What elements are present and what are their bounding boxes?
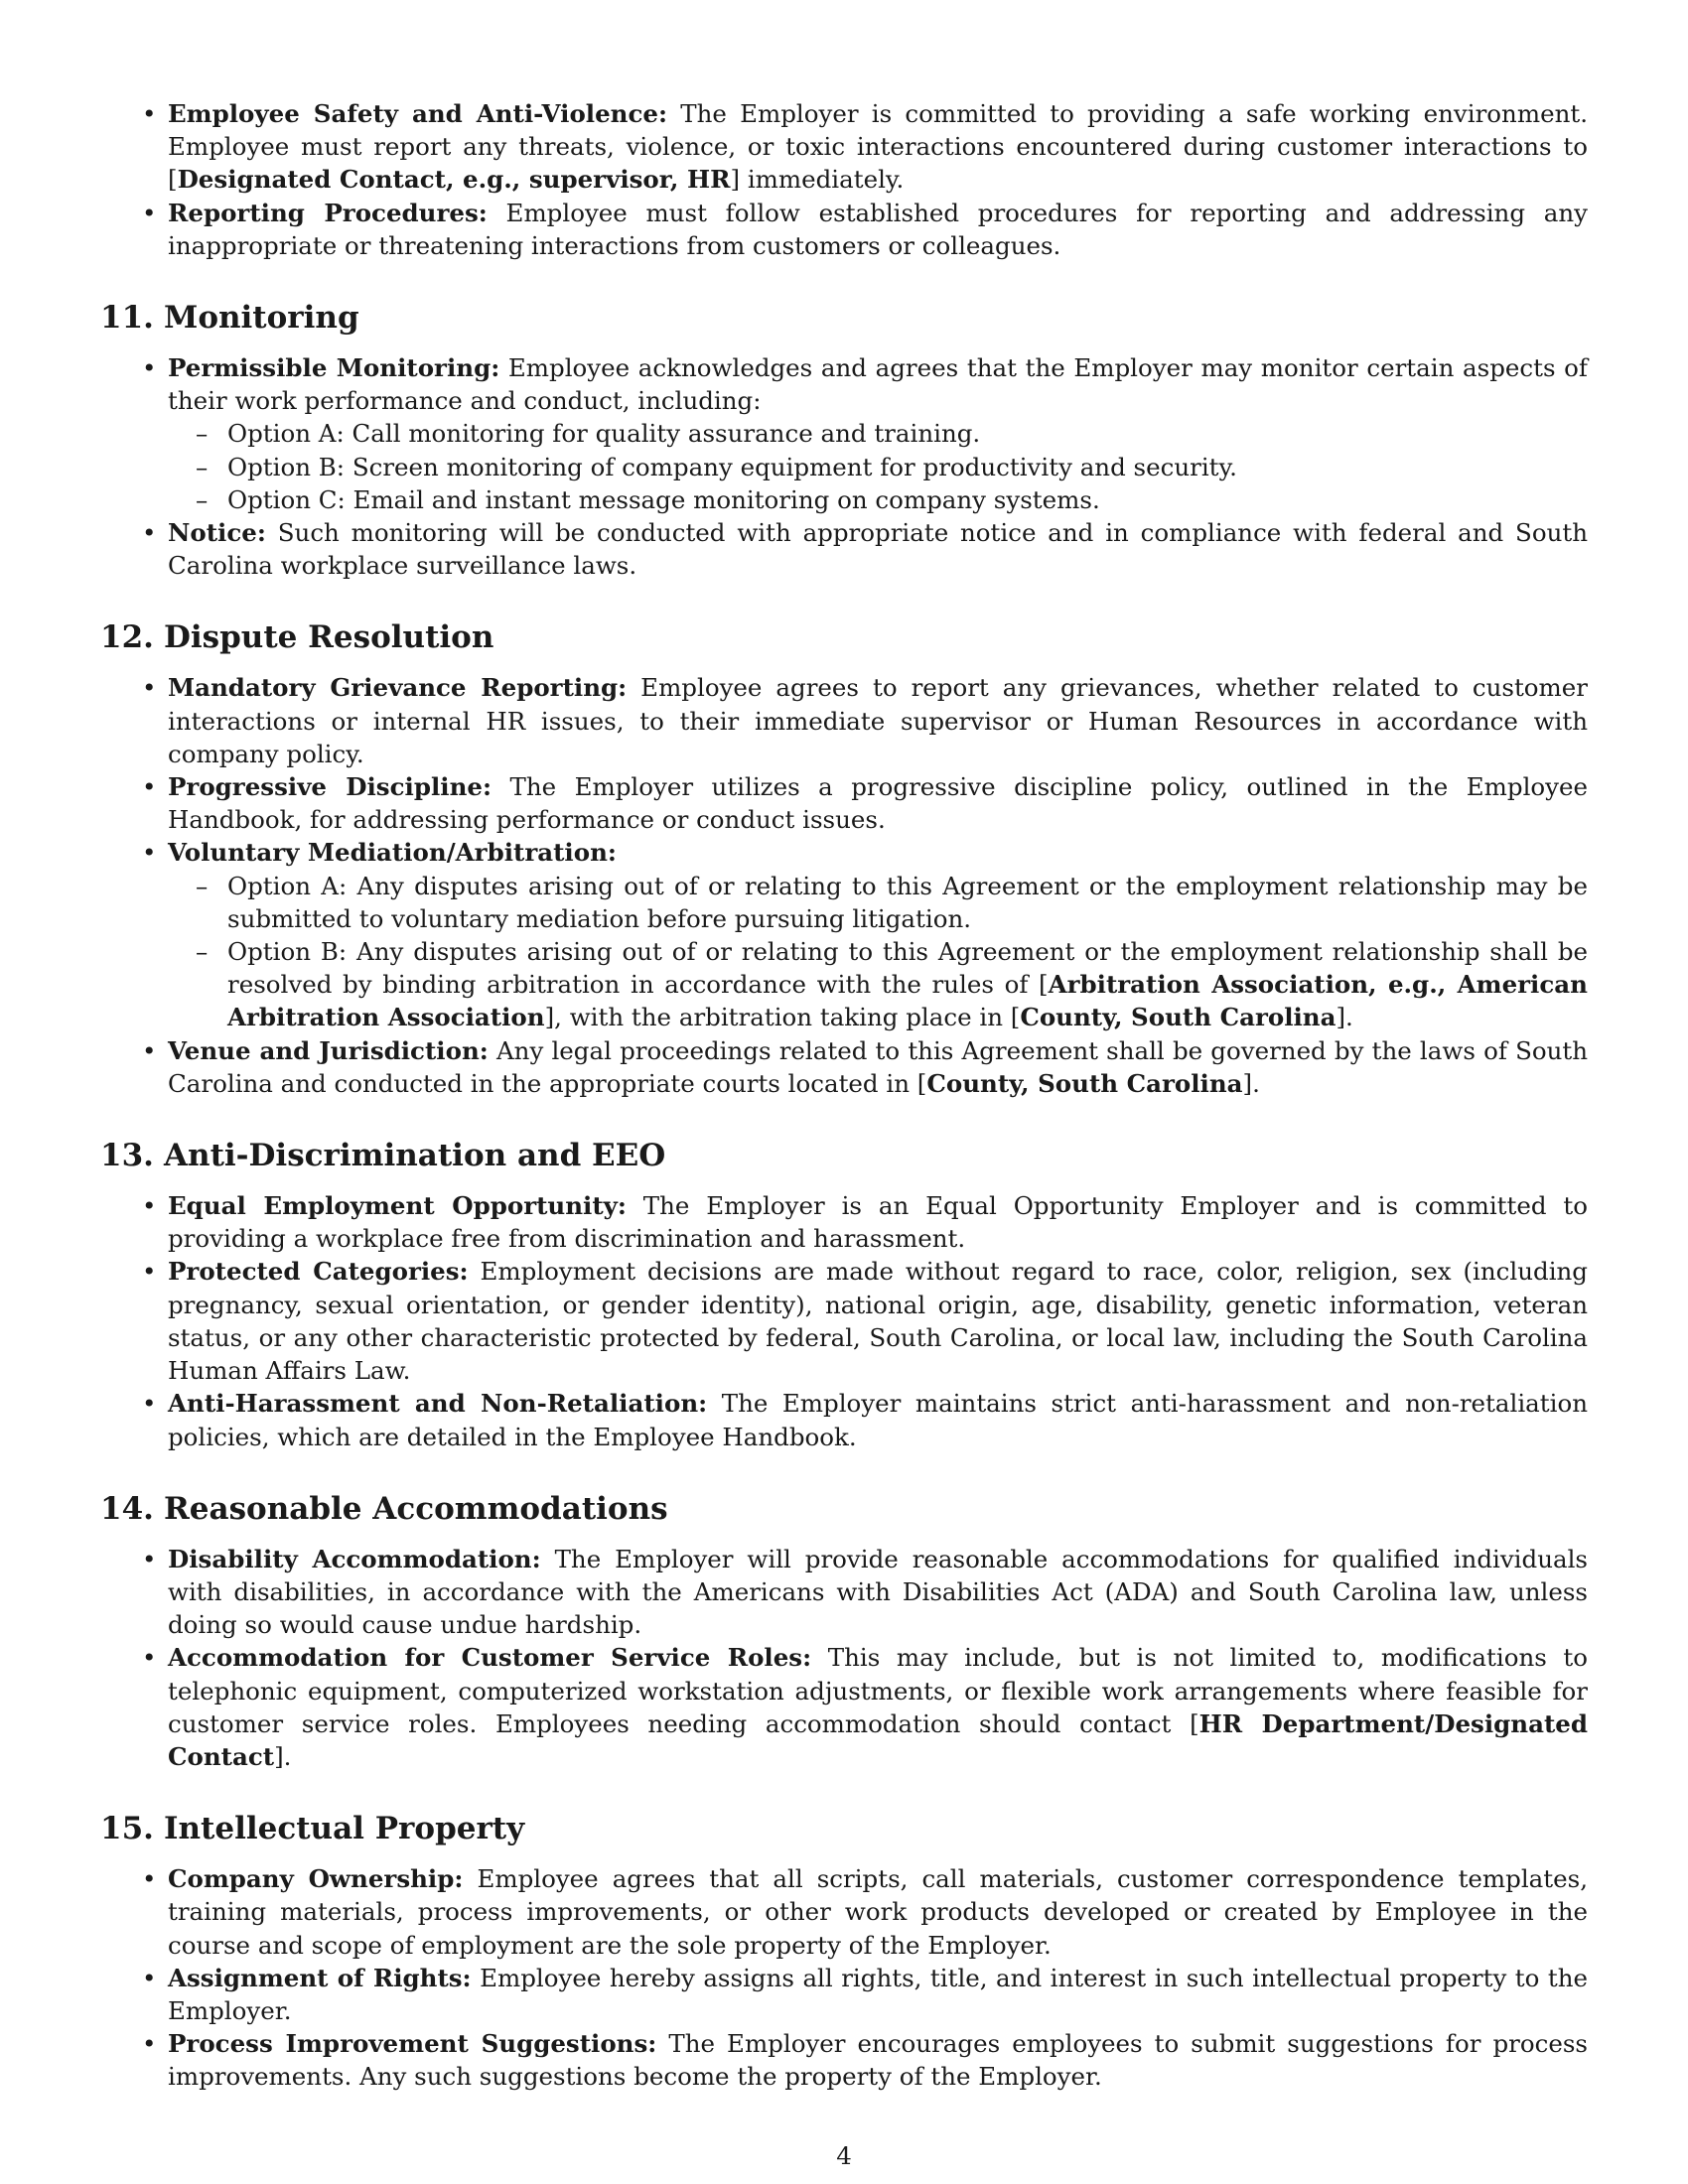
item-label: Venue and Jurisdiction: <box>168 1035 489 1065</box>
item-label: Permissible Monitoring: <box>168 353 500 383</box>
item-label: Employee Safety and Anti-Violence: <box>168 99 668 128</box>
item-text: The Employer is committed to providing a safe working environment. Employee must report any threats, violence, or toxic interactions encountered during customer interactions to [ <box>168 99 1588 195</box>
section-list <box>168 1862 1588 2093</box>
section-heading <box>100 1136 1520 1175</box>
section-title: Anti-Discrimination and EEO <box>164 1138 666 1174</box>
item-text: ] immediately. <box>730 165 905 195</box>
option-item: – Option B: Screen monitoring of company equipment for productivity and security. <box>227 451 1588 483</box>
intro-list <box>168 97 1588 262</box>
item-label: Disability Accommodation: <box>168 1544 541 1573</box>
section-number: 12. <box>100 619 154 656</box>
list-item <box>168 1862 1588 1962</box>
item-text: The Employer utilizes a progressive discipline policy, outlined in the Employee Handbook, for addressing performance or conduct issues. <box>168 772 1588 835</box>
placeholder-text: County, South Carolina <box>1020 1003 1336 1032</box>
item-text: The Employer encourages employees to submit suggestions for process improvements. Any such suggestions become the property of the Employer. <box>168 2029 1588 2092</box>
section-list <box>168 1543 1588 1773</box>
item-text: ], with the arbitration taking place in [ <box>544 1003 1021 1032</box>
option-item <box>227 935 1588 1034</box>
item-text: This may include, but is not limited to, modifications to telephonic equipment, computerized workstation adjustments, or flexible work arrangements where feasible for customer service roles. Employees needing accommodation should contact [ <box>168 1643 1588 1738</box>
list-item <box>168 1034 1588 1100</box>
list-item <box>168 1189 1588 1255</box>
item-text: ]. <box>1336 1003 1353 1032</box>
item-text: The Employer is an Equal Opportunity Employer and is committed to providing a workplace free from discrimination and harassment. <box>168 1191 1588 1254</box>
list-item <box>168 516 1588 582</box>
placeholder-text: Arbitration Association, e.g., American Arbitration Association <box>227 970 1588 1032</box>
option-item: – Option A: Any disputes arising out of or relating to this Agreement or the employment relationship may be submitted to voluntary mediation before pursuing litigation. <box>227 870 1588 935</box>
section-number: 14. <box>100 1490 154 1527</box>
list-item <box>168 836 1588 1033</box>
section-list <box>168 1189 1588 1453</box>
placeholder-text: County, South Carolina <box>926 1068 1243 1098</box>
section-number: 15. <box>100 1811 154 1847</box>
list-item <box>168 671 1588 770</box>
item-text: Option B: Any disputes arising out of or relating to this Agreement or the employment relationship shall be resolved by binding arbitration in accordance with the rules of [ <box>227 937 1588 1000</box>
section-title: Monitoring <box>164 300 359 337</box>
section-dispute-resolution <box>100 617 1589 1100</box>
section-intellectual-property <box>100 1809 1588 2093</box>
list-item <box>168 197 1588 262</box>
item-text: ]. <box>1242 1068 1260 1098</box>
item-label: Company Ownership: <box>168 1864 464 1894</box>
item-text: Employee hereby assigns all rights, title, and interest in such intellectual property to the Employer. <box>168 1963 1588 2025</box>
section-number: 11. <box>100 300 154 337</box>
option-item: – Option A: Call monitoring for quality assurance and training. <box>227 417 1588 450</box>
list-item <box>168 2027 1588 2093</box>
section-heading <box>100 617 1520 657</box>
item-text: Such monitoring will be conducted with appropriate notice and in compliance with federal and South Carolina workplace surveillance laws. <box>168 518 1588 581</box>
section-monitoring <box>100 298 1589 582</box>
item-label: Voluntary Mediation/Arbitration: <box>168 838 617 868</box>
list-item <box>168 97 1588 197</box>
item-text: Employee agrees to report any grievances, whether related to customer interactions or internal HR issues, to their immediate supervisor or Human Resources in accordance with company policy. <box>168 673 1588 768</box>
option-list <box>168 870 1588 1034</box>
list-item <box>168 1387 1588 1452</box>
item-text: ]. <box>274 1741 292 1771</box>
placeholder-text: HR Department/Designated Contact <box>168 1708 1588 1771</box>
option-list <box>168 417 1588 516</box>
list-item <box>168 1255 1588 1387</box>
item-text: The Employer will provide reasonable accommodations for qualified individuals with disabilities, in accordance with the Americans with Disabilities Act (ADA) and South Carolina law, unless doing so would cause undue hardship. <box>168 1544 1588 1640</box>
item-text: Any legal proceedings related to this Agreement shall be governed by the laws of South Carolina and conducted in the appropriate courts located in [ <box>168 1035 1589 1098</box>
list-item <box>168 1962 1588 2027</box>
item-label: Process Improvement Suggestions: <box>168 2029 657 2059</box>
item-label: Anti-Harassment and Non-Retaliation: <box>168 1389 708 1419</box>
item-text: Employment decisions are made without regard to race, color, religion, sex (including pregnancy, sexual orientation, or gender identity), national origin, age, disability, genetic information, veteran status, or any other characteristic protected by federal, South Carolina, or local law, including the South Carolina Human Affairs Law. <box>168 1257 1588 1386</box>
page-number: 4 <box>836 2141 852 2170</box>
section-heading <box>100 298 1520 338</box>
item-label: Notice: <box>168 518 266 548</box>
item-label: Protected Categories: <box>168 1257 469 1287</box>
list-item <box>168 1641 1588 1773</box>
section-title: Dispute Resolution <box>164 619 494 656</box>
item-text: Employee agrees that all scripts, call materials, customer correspondence templates, training materials, process improvements, or other work products developed or created by Employee in the course and scope of employment are the sole property of the Employer. <box>168 1864 1588 1960</box>
section-heading <box>100 1489 1520 1529</box>
option-item: – Option C: Email and instant message monitoring on company systems. <box>227 483 1588 516</box>
document-page <box>100 97 1589 2094</box>
list-item <box>168 770 1588 836</box>
item-text: Employee must follow established procedures for reporting and addressing any inappropriate or threatening interactions from customers or colleagues. <box>168 198 1588 260</box>
section-number: 13. <box>100 1138 154 1174</box>
placeholder-text: Designated Contact, e.g., supervisor, HR <box>177 165 731 195</box>
item-label: Assignment of Rights: <box>168 1963 472 1992</box>
item-label: Reporting Procedures: <box>168 198 488 227</box>
section-reasonable-accommodations <box>100 1489 1588 1773</box>
section-anti-discrimination <box>100 1136 1588 1453</box>
item-text: Employee acknowledges and agrees that the Employer may monitor certain aspects of their work performance and conduct, including: <box>168 353 1589 416</box>
item-text: The Employer maintains strict anti-harassment and non-retaliation policies, which are detailed in the Employee Handbook. <box>168 1389 1588 1451</box>
item-label: Mandatory Grievance Reporting: <box>168 673 628 703</box>
section-title: Reasonable Accommodations <box>164 1490 668 1527</box>
list-item <box>168 1543 1588 1642</box>
item-label: Equal Employment Opportunity: <box>168 1191 627 1221</box>
list-item <box>168 351 1588 516</box>
section-list <box>168 671 1588 1100</box>
item-label: Accommodation for Customer Service Roles: <box>168 1643 812 1673</box>
section-title: Intellectual Property <box>164 1811 525 1847</box>
section-heading <box>100 1809 1520 1848</box>
item-label: Progressive Discipline: <box>168 772 492 802</box>
section-list <box>168 351 1588 582</box>
